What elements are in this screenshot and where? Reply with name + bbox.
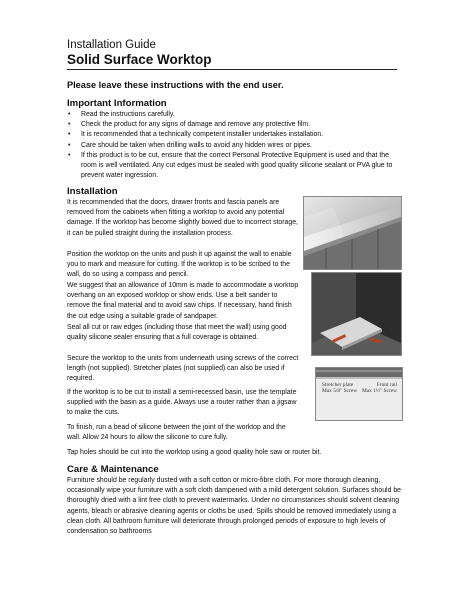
front-rail-label: Front rail Max 1½" Screw: [362, 382, 397, 395]
installation-paragraph: Position the worktop on the units and push it up against the wall to enable you to mark and measure for cutting. If the worktop is to be scribed to the wall, do so using a compass and pencil.: [67, 251, 292, 279]
list-item: • Read the instructions carefully.: [67, 110, 402, 120]
installation-paragraph: Secure the worktop to the units from underneath using screws of the correct length (not supplied). Stretcher plates (not supplied) can also be used if required.: [67, 355, 299, 383]
list-item: • Check the product for any signs of damage and remove any protective film.: [67, 120, 402, 130]
end-user-notice: Please leave these instructions with the end user.: [67, 80, 284, 90]
care-paragraph: Furniture should be regularly dusted with a soft cotton or micro-fibre cloth. For more thorough cleaning, occasionally wipe your furniture with a soft cloth dampened with a mild detergent solution. Surfaces should be thoroughly dried with a lint free cloth to prevent watermarks. Under no circumstances should solvent cleaning agents, bleach or abrasive cleaning agents or cloths be used. Spills should be removed immediately using a clean cloth. All bathroom furniture will deteriorate through prolonged periods of exposure to high levels of condensation so bathrooms: [67, 477, 401, 536]
worktop-scribing-image: [311, 272, 402, 356]
guide-title: Solid Surface Worktop: [67, 52, 212, 67]
worktop-on-cabinets-image: [303, 196, 402, 270]
list-item: • Care should be taken when drilling walls to avoid any hidden wires or pipes.: [67, 141, 402, 151]
installation-paragraph: If the worktop is to be cut to install a semi-recessed basin, use the template supplied with the basin as a guide. Always use a router rather than a jigsaw to make the cuts.: [67, 389, 297, 417]
installation-paragraph: Tap holes should be cut into the worktop using a good quality hole saw or router bit.: [67, 449, 322, 456]
installation-paragraph: Seal all cut or raw edges (including those that meet the wall) using good quality silicone sealer ensuring that a full coverage is obtained.: [67, 324, 287, 342]
care-heading: Care & Maintenance: [67, 464, 159, 475]
installation-paragraph: We suggest that an allowance of 10mm is made to accommodate a worktop overhang on an exposed worktop or show ends. Use a belt sander to remove the final material and to avoid saw chips. If necessary, hand finish the cut edge using a suitable grade of sandpaper.: [67, 282, 299, 320]
title-rule: [67, 69, 397, 70]
guide-subtitle: Installation Guide: [67, 39, 156, 51]
installation-paragraph: To finish, run a bead of silicone between the joint of the worktop and the wall. Allow 24 hours to allow the silicone to cure fully.: [67, 424, 286, 442]
fixing-diagram-image: [315, 367, 403, 421]
installation-paragraph: It is recommended that the doors, drawer fronts and fascia panels are removed from the cabinets when fitting a worktop to avoid any potential damage. If the worktop has become slightly bowed due to incorrect storage, it can be pulled straight during the installation process.: [67, 199, 298, 237]
installation-heading: Installation: [67, 186, 118, 197]
important-heading: Important Information: [67, 98, 167, 109]
list-item: • It is recommended that a technically competent installer undertakes installation.: [67, 130, 402, 140]
important-list: [67, 110, 402, 181]
stretcher-plate-label: Stretcher plate Max 5/8" Screw: [322, 382, 358, 395]
list-item: • If this product is to be cut, ensure that the correct Personal Protective Equipment is used and that the room is well ventilated. Any cut edges must be sealed with good quality silicone sealant or PVA glue to prevent water ingression.: [67, 151, 402, 182]
